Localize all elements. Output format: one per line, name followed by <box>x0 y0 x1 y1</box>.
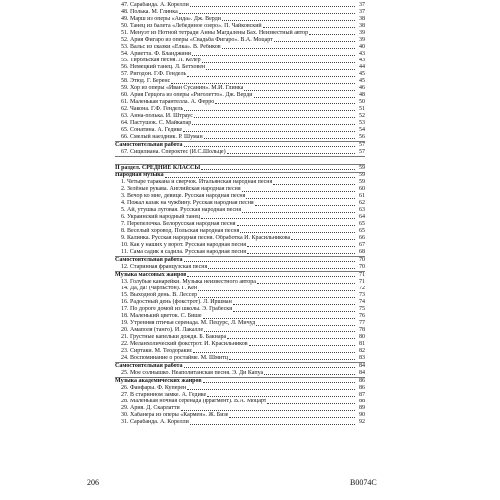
toc-page-number: 65 <box>359 228 365 234</box>
dot-leader <box>192 55 355 56</box>
toc-entry-title: 53. Вальс из сказки «Ёлка». В. Ребиков <box>121 43 221 50</box>
dot-leader <box>206 69 355 70</box>
toc-page-number: 59 <box>359 179 365 186</box>
dot-leader <box>242 212 355 213</box>
dot-leader <box>254 97 356 98</box>
toc-entry <box>115 44 365 51</box>
toc-page-number: 76 <box>359 313 365 320</box>
toc-entry <box>115 399 365 406</box>
dot-leader <box>233 311 355 312</box>
toc-page-number: 38 <box>359 22 365 29</box>
toc-entry <box>115 320 365 327</box>
toc-entry <box>115 221 365 228</box>
toc-entry <box>115 9 365 16</box>
dot-leader <box>203 318 355 319</box>
toc-entry <box>115 2 365 9</box>
toc-entry-title: 61. Маленькая тарантелла. А. Ферро <box>121 99 215 106</box>
toc-entry <box>115 348 365 355</box>
section-heading <box>115 257 365 264</box>
toc-page-number: 48 <box>359 92 365 99</box>
toc-entry-title: 63. Анна-полька. И. Штраус <box>121 113 193 119</box>
toc-entry <box>115 392 365 399</box>
toc-page-number: 59 <box>359 164 365 171</box>
toc-entry-title: 2. Зелёные рукава. Английская народная песня <box>121 186 241 193</box>
toc-page-number: 77 <box>359 320 365 327</box>
toc-entry <box>115 51 365 58</box>
dot-leader <box>256 325 355 326</box>
toc-entry-title: 48. Полька. М. Глинка <box>121 8 178 15</box>
dot-leader <box>222 20 355 21</box>
toc-entry <box>115 23 365 30</box>
toc-entry-title: 14. Да, да! (чарльстон). Г. Кен <box>121 285 198 292</box>
toc-page-number: 81 <box>359 341 365 347</box>
table-of-contents <box>115 2 365 426</box>
section-heading <box>115 272 365 279</box>
toc-entry-title: 52. Ария Фигаро из оперы «Свадьба Фигаро». В.А. Моцарт <box>121 36 273 43</box>
dot-leader <box>273 184 355 185</box>
toc-entry-title: 13. Голубые канарейки. Музыка неизвестного автора <box>121 278 256 285</box>
toc-entry <box>115 16 365 23</box>
toc-page-number: 60 <box>359 186 365 193</box>
dot-leader <box>171 83 355 84</box>
toc-entry-title: 30. Хабанера из оперы «Кармен». Ж. Бизе <box>121 412 229 419</box>
toc-page-number: 52 <box>359 113 365 119</box>
toc-entry-title: 49. Марш из оперы «Аида». Дж. Верди <box>121 15 221 22</box>
toc-page-number: 45 <box>359 71 365 78</box>
dot-leader <box>215 103 355 104</box>
dot-leader <box>227 338 355 339</box>
toc-page-number: 80 <box>359 334 365 341</box>
toc-page-number: 39 <box>359 29 365 36</box>
toc-entry <box>115 327 365 334</box>
toc-page-number: 61 <box>359 193 365 200</box>
dot-leader <box>190 424 355 425</box>
dot-leader <box>229 359 355 360</box>
toc-page-number: 71 <box>359 271 365 278</box>
toc-entry <box>115 292 365 299</box>
toc-page-number: 39 <box>359 36 365 43</box>
section-heading <box>115 172 365 180</box>
toc-entry-title: 29. Ария. Д. Скарлатти <box>121 405 180 412</box>
dot-leader <box>249 345 355 346</box>
toc-entry-title: 8. Веселый хоровод. Польская народная песня <box>121 228 240 234</box>
toc-entry-title: 62. Чакона. Г.Ф. Гендель <box>121 106 184 113</box>
dot-leader <box>274 41 355 42</box>
toc-entry <box>115 412 365 419</box>
dot-leader <box>240 232 355 233</box>
dot-leader <box>264 374 355 375</box>
toc-page-number: 87 <box>359 391 365 398</box>
toc-entry <box>115 334 365 341</box>
dot-leader <box>267 403 355 404</box>
toc-entry-title: 3. Вечор ко мне, девице. Русская народная песня <box>121 193 246 200</box>
toc-entry <box>115 106 365 113</box>
toc-page-number: 51 <box>359 106 365 113</box>
toc-entry-title: 50. Танец из балета «Лебединое озеро». П. Чайковский <box>121 22 262 29</box>
toc-page-number: 54 <box>359 126 365 133</box>
toc-page-number: 70 <box>359 256 365 263</box>
dot-leader <box>242 191 355 192</box>
toc-entry-title: 26. Фанфары. Ф. Куперен <box>121 384 187 391</box>
toc-page-number: 67 <box>359 241 365 248</box>
toc-page-number: 70 <box>359 263 365 270</box>
toc-page-number: 84 <box>359 369 365 376</box>
toc-entry <box>115 64 365 71</box>
dot-leader <box>291 239 355 240</box>
toc-entry <box>115 286 365 293</box>
toc-entry-title: 20. Амаполя (танго). И. Лакалле <box>121 327 204 334</box>
toc-entry-title: 58. Этюд. Г. Беренс <box>121 78 171 85</box>
toc-entry <box>115 214 365 221</box>
toc-page-number: 45 <box>359 78 365 85</box>
toc-entry-title: 7. Перепелочка. Белорусская народная песня <box>121 221 236 228</box>
section-heading <box>115 363 365 370</box>
dot-leader <box>233 304 355 305</box>
toc-page-number: 72 <box>359 285 365 292</box>
dot-leader <box>194 117 355 118</box>
dot-leader <box>190 6 355 7</box>
section-heading <box>115 164 365 172</box>
toc-page-number: 53 <box>359 119 365 126</box>
toc-entry-title: 4. Пожал казак на чужбину. Русская народная песня <box>121 200 254 207</box>
section-heading <box>115 142 365 149</box>
dot-leader <box>201 169 355 170</box>
dot-leader <box>183 131 355 132</box>
toc-entry <box>115 299 365 306</box>
dot-leader <box>204 331 355 332</box>
toc-entry-title: 51. Менуэт из Нотной тетради Анны Магдалены Бах. Неизвестный автор <box>121 29 309 36</box>
toc-page-number: 44 <box>359 64 365 71</box>
toc-page-number: 86 <box>359 384 365 391</box>
toc-page-number: 86 <box>359 377 365 384</box>
dot-leader <box>229 417 355 418</box>
toc-entry <box>115 127 365 134</box>
dot-leader <box>187 276 355 277</box>
dot-leader <box>184 146 355 147</box>
toc-entry-title: Самостоятельная работа <box>115 141 183 148</box>
toc-entry <box>115 313 365 320</box>
toc-entry-title: Музыка академических жанров <box>115 377 202 384</box>
toc-entry-title: 23. Сиртаки. М. Теодоракис <box>121 347 193 354</box>
toc-entry <box>115 193 365 200</box>
toc-page-number: 59 <box>359 172 365 179</box>
page-number: 206 <box>87 478 99 487</box>
toc-page-number: 62 <box>359 200 365 207</box>
toc-entry-title: 27. В старинном замке. А. Гедике <box>121 391 207 398</box>
dot-leader <box>244 90 355 91</box>
dot-leader <box>184 367 355 368</box>
dot-leader <box>222 48 355 49</box>
dot-leader <box>309 34 355 35</box>
toc-entry <box>115 157 365 164</box>
toc-page-number: 37 <box>359 2 365 8</box>
dot-leader <box>165 177 355 178</box>
toc-page-number: 50 <box>359 99 365 106</box>
toc-entry <box>115 85 365 92</box>
toc-entry <box>115 370 365 378</box>
toc-page-number: 71 <box>359 278 365 285</box>
toc-entry <box>115 200 365 207</box>
toc-page-number: 88 <box>359 398 365 405</box>
toc-page-number: 66 <box>359 234 365 241</box>
toc-entry-title: Самостоятельная работа <box>115 256 183 263</box>
toc-entry <box>115 37 365 44</box>
toc-entry <box>115 179 365 186</box>
toc-entry-title: 9. Калинка. Русская народная песня. Обработка И. Красильникова <box>121 234 291 241</box>
dot-leader <box>255 205 355 206</box>
toc-entry-title: 12. Старинная французская песня <box>121 263 208 270</box>
toc-entry-title: 60. Ария Герцога из оперы «Риголетто». Дж. Верди <box>121 92 253 99</box>
toc-page-number: 84 <box>359 362 365 369</box>
dot-leader <box>203 382 355 383</box>
dot-leader <box>192 124 355 125</box>
toc-page-number: 63 <box>359 207 365 214</box>
toc-entry-title: 15. Выходной день. В. Лессер <box>121 292 198 299</box>
toc-page-number: 37 <box>359 8 365 15</box>
toc-page-number: 89 <box>359 405 365 412</box>
toc-page-number: 92 <box>359 419 365 426</box>
dot-leader <box>208 268 355 269</box>
toc-entry <box>115 341 365 348</box>
toc-page-number: 43 <box>359 50 365 57</box>
toc-entry-title: 18. Маленький цветок. С. Бише <box>121 313 202 320</box>
toc-entry-title: 5. Ай, утушка луговая. Русская народная песня <box>121 207 242 214</box>
dot-leader <box>184 261 355 262</box>
dot-leader <box>179 13 355 14</box>
toc-entry <box>115 207 365 214</box>
dot-leader <box>198 290 355 291</box>
toc-entry-title: Музыка массовых жанров <box>115 271 187 278</box>
toc-entry <box>115 120 365 127</box>
toc-entry-title: II раздел. СРЕДНИЕ КЛАССЫ <box>115 164 201 171</box>
toc-page-number: 56 <box>359 133 365 140</box>
toc-page-number: 82 <box>359 347 365 354</box>
toc-entry <box>115 71 365 78</box>
dot-leader <box>187 389 355 390</box>
dot-leader <box>201 218 355 219</box>
toc-page-number: 43 <box>359 57 365 64</box>
toc-entry <box>115 99 365 106</box>
dot-leader <box>257 283 355 284</box>
toc-entry <box>115 228 365 235</box>
dot-leader <box>227 153 355 154</box>
toc-page-number: 64 <box>359 214 365 221</box>
toc-entry <box>115 78 365 85</box>
toc-entry-title: 6. Украинский народный танец <box>121 214 201 221</box>
toc-page-number: 83 <box>359 354 365 361</box>
toc-page-number: 73 <box>359 292 365 299</box>
toc-entry-title: 25. Мое солнышко. Неаполитанская песня. Э. Ди Капуа <box>121 369 264 376</box>
dot-leader <box>247 246 355 247</box>
toc-entry <box>115 30 365 37</box>
dot-leader <box>187 76 355 77</box>
toc-entry-title: 17. По дороге домой из школы. Э. Грабески <box>121 306 233 313</box>
dot-leader <box>246 198 355 199</box>
toc-page-number: 74 <box>359 299 365 306</box>
dot-leader <box>207 396 355 397</box>
toc-entry-title: 56. Немецкий танец. Л. Бетховен <box>121 64 206 71</box>
dot-leader <box>263 27 355 28</box>
toc-entry-title: 22. Меланхолический фокстрот. И. Красильников <box>121 341 248 347</box>
toc-page-number: 40 <box>359 43 365 50</box>
dot-leader <box>237 225 355 226</box>
toc-page-number: 90 <box>359 412 365 419</box>
toc-entry-title: 67. Сицилиана. Спероктес (И.С.Шольце) <box>121 148 226 155</box>
toc-page-number: 78 <box>359 327 365 334</box>
toc-entry-title: 24. Воспоминание о ростайме. М. Шмитц <box>121 354 228 361</box>
toc-entry <box>115 405 365 412</box>
toc-entry-title: 16. Радостный день (фокстрот). Л. Иршман <box>121 299 232 306</box>
toc-page-number: 38 <box>359 15 365 22</box>
dot-leader <box>247 253 355 254</box>
toc-entry <box>115 249 365 257</box>
toc-entry-title: 11. Сама садик я садила. Русская народная песня <box>121 248 246 255</box>
toc-entry-title: 65. Сонатина. А. Гедике <box>121 126 183 133</box>
toc-entry-title: 66. Смелый наездник. Р. Шуман <box>121 133 203 140</box>
toc-page-number: 75 <box>359 306 365 313</box>
toc-entry-title: 54. Ариетта. Ф. Бланджини <box>121 50 191 57</box>
section-heading <box>115 378 365 385</box>
toc-entry <box>115 242 365 249</box>
toc-entry-title: 31. Сарабанда. А. Корелли <box>121 419 189 426</box>
toc-entry-title: Народная музыка <box>115 172 164 179</box>
toc-entry <box>115 134 365 142</box>
toc-entry <box>115 264 365 272</box>
toc-page-number: 57 <box>359 148 365 155</box>
toc-entry <box>115 92 365 99</box>
toc-entry-title: 28. Маленькая ночная серенада (фрагмент). В.А. Моцарт <box>121 398 267 405</box>
toc-page-number: 65 <box>359 221 365 228</box>
toc-entry <box>115 186 365 193</box>
toc-entry-title: 10. Как у наших у ворот. Русская народная песня <box>121 241 247 248</box>
toc-entry-title: 55. Тирольская песня. Л. Келер <box>121 57 201 64</box>
toc-page-number: 68 <box>359 248 365 255</box>
toc-entry <box>115 113 365 120</box>
toc-entry <box>115 306 365 313</box>
toc-entry <box>115 419 365 426</box>
toc-entry <box>115 58 365 65</box>
dot-leader <box>184 110 355 111</box>
toc-page-number: 46 <box>359 85 365 92</box>
toc-entry-title: 59. Хор из оперы «Иван Сусанин». М.И. Глинка <box>121 85 244 92</box>
toc-entry-title: 57. Ригодон. Г.Ф. Гендель <box>121 71 187 78</box>
toc-entry-title: 64. Пастушок. С. Майкапар <box>121 119 192 126</box>
toc-entry <box>115 355 365 363</box>
toc-entry-title: 47. Сарабанда. А. Корелли <box>121 2 189 8</box>
toc-entry-title: 19. Утренняя птичья серенада. М. Пецурс, Л. Мичуд <box>121 320 256 327</box>
toc-entry-title: 21. Грустные капельки дождя. Б. Бакнара <box>121 334 227 341</box>
dot-leader <box>181 410 355 411</box>
dot-leader <box>193 352 355 353</box>
toc-entry <box>115 149 365 157</box>
toc-entry <box>115 279 365 286</box>
print-code: B0074C <box>350 478 377 487</box>
dot-leader <box>202 62 355 63</box>
toc-entry-title: 1. Четыре таракана и сверчок. Итальянская народная песня <box>121 179 273 186</box>
dot-leader <box>204 138 355 139</box>
dot-leader <box>198 297 355 298</box>
toc-entry <box>115 385 365 392</box>
toc-entry <box>115 235 365 242</box>
toc-entry-title: Самостоятельная работа <box>115 362 183 369</box>
toc-page-number: 57 <box>359 141 365 148</box>
